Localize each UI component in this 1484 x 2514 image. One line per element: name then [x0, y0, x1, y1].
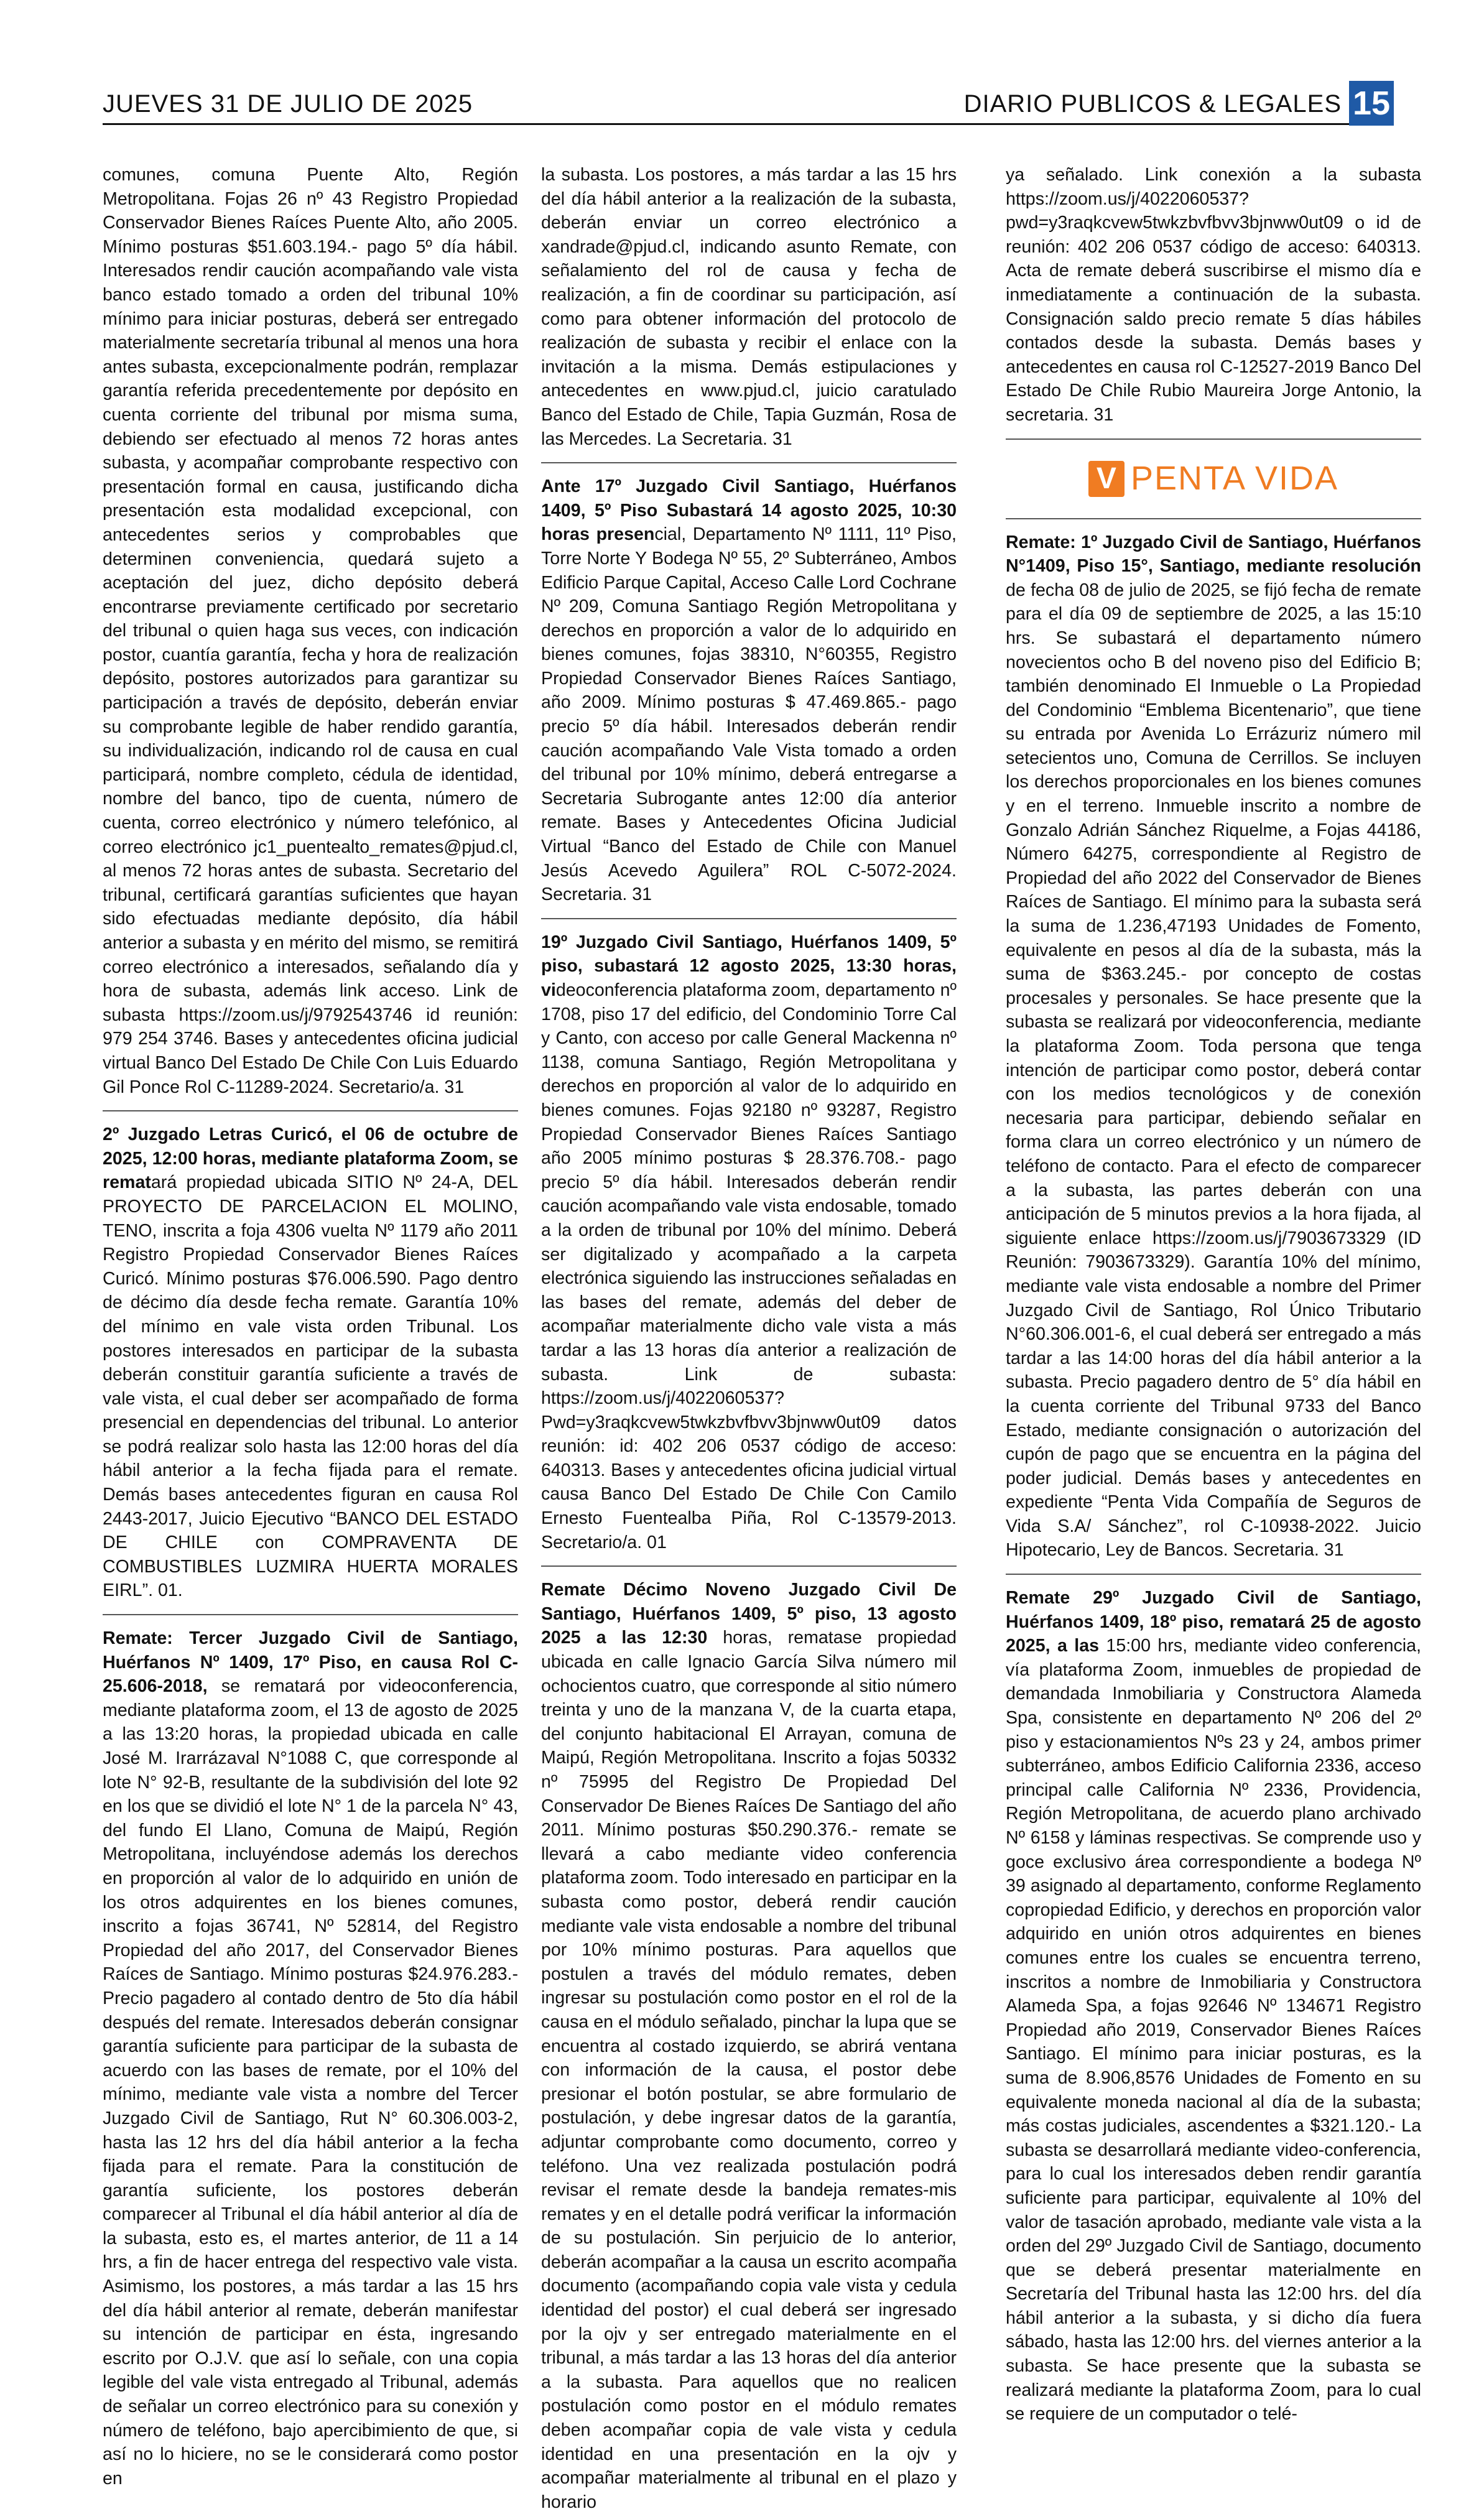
notice-paragraph: la subasta. Los postores, a más tardar a las 15 hrs del día hábil anterior a la realización de la subasta, deberán enviar un correo electrónico a xandrade@pjud.cl, indicando asunto Remate, con señalamiento del rol de causa y fecha de realización, a fin de coordinar su participación, así como para obtener información del protocolo de realización de subasta y recibir el enlace con la invitación a la misma. Demás estipulaciones y antecedentes en www.pjud.cl, juicio caratulado Banco del Estado de Chile, Tapia Guzmán, Rosa de las Mercedes. La Secretaria. 31 [541, 165, 957, 449]
notice-heading: Remate: 1º Juzgado Civil de Santiago, Huérfanos N°1409, Piso 15°, Santiago, mediante resolución [1006, 532, 1421, 577]
notice-divider [1006, 518, 1421, 519]
notice-heading: Remate: Tercer Juzgado Civil de Santiago, Huérfanos Nº 1409, 17º Piso, en causa Rol C-25.606-2018, [103, 1628, 518, 1697]
notice-paragraph: Remate: 1º Juzgado Civil de Santiago, Huérfanos N°1409, Piso 15°, Santiago, mediante resolución de fecha 08 de julio de 2025, se fijó fecha de remate para el día 09 de septiembre de 2025, a las 15:10 hrs. Se subastará el departamento número novecientos ocho B del noveno piso del Edificio B; también denominado El Inmueble o La Propiedad del Condominio “Emblema Bicentenario”, que tiene su entrada por Avenida Lo Errázuriz número mil setecientos uno, Comuna de Cerrillos. Se incluyen los derechos proporcionales en los bienes comunes y en el terreno. Inmueble inscrito a nombre de Gonzalo Adrián Sánchez Riquelme, a Fojas 44186, Número 64275, correspondiente al Registro de Propiedad del año 2022 del Conservador de Bienes Raíces de Santiago. El mínimo para la subasta será la suma de 1.236,47193 Unidades de Fomento, equivalente en pesos al día de la subasta, más la suma de $363.245.- por concepto de costas procesales y personales. Se hace presente que la subasta se realizará por videoconferencia, mediante la plataforma Zoom. Toda persona que tenga intención de participar como postor, deberá contar con los medios tecnológicos y de conexión necesaria para participar, debiendo señalar en forma clara un correo electrónico y un número de teléfono de contacto. Para el efecto de comparecer a la subasta, las partes deberán con una anticipación de 5 minutos previos a la hora fijada, al siguiente enlace https://zoom.us/j/7903673329 (ID Reunión: 7903673329). Garantía 10% del mínimo, mediante vale vista endosable a nombre del Primer Juzgado Civil de Santiago, Rol Único Tributario N°60.306.001-6, el cual deberá ser entregado a más tardar a las 14:00 horas del día hábil anterior a la subasta. Precio pagadero dentro de 5° día hábil en la cuenta corriente del Tribunal 9733 del Banco Estado, mediante consignación o autorización del cupón de pago que se encuentra en la página del poder judicial. Demás bases y antecedentes en expediente “Penta Vida Compañía de Seguros de Vida S.A/ Sánchez”, rol C-10938-2022. Juicio Hipotecario, Ley de Bancos. Secretaria. 31 [1006, 532, 1421, 1561]
column-3 [1006, 163, 1421, 2424]
column-2 [541, 163, 957, 2512]
notice-divider [1006, 438, 1421, 440]
notice-divider [541, 462, 957, 463]
notice-heading: Remate Décimo Noveno Juzgado Civil De Santiago, Huérfanos 1409, 5º piso, 13 agosto 2025 a las 12:30 [541, 1580, 957, 1648]
section-title: DIARIO PUBLICOS & LEGALES [963, 90, 1342, 118]
penta-vida-logo [1006, 451, 1421, 507]
notice-paragraph: Ante 17º Juzgado Civil Santiago, Huérfanos 1409, 5º Piso Subastará 14 agosto 2025, 10:30 horas presencial, Departamento Nº 1111, 11º Piso, Torre Norte Y Bodega Nº 55, 2º Subterráneo, Ambos Edificio Parque Capital, Acceso Calle Lord Cochrane Nº 209, Comuna Santiago Región Metropolitana y derechos en proporción a valor de lo adquirido en bienes comunes, fojas 38310, N°60355, Registro Propiedad Conservador Bienes Raíces Santiago, año 2009. Mínimo posturas $ 47.469.865.- pago precio 5º día hábil. Interesados deberán rendir caución acompañando Vale Vista tomado a orden del tribunal por 10% mínimo, deberá entregarse a Secretaria Subrogante antes 12:00 día anterior remate. Bases y Antecedentes Oficina Judicial Virtual “Banco del Estado de Chile con Manuel Jesús Acevedo Aguilera” ROL C-5072-2024. Secretaria. 31 [541, 476, 957, 905]
notice-paragraph: Remate Décimo Noveno Juzgado Civil De Santiago, Huérfanos 1409, 5º piso, 13 agosto 2025 a las 12:30 horas, rematase propiedad ubicada en calle Ignacio García Silva número mil ochocientos cuatro, que corresponde al sitio número treinta y uno de la manzana V, de la cuarta etapa, del conjunto habitacional El Arrayan, comuna de Maipú, Región Metropolitana. Inscrito a fojas 50332 nº 75995 del Registro De Propiedad Del Conservador De Bienes Raíces De Santiago del año 2011. Mínimo posturas $50.290.376.- remate se llevará a cabo mediante video conferencia plataforma zoom. Todo interesado en participar en la subasta como postor, deberá rendir caución mediante vale vista endosable a nombre del tribunal por 10% mínimo posturas. Para aquellos que postulen a través del módulo remates, deben ingresar su postulación como postor en el rol de la causa en el módulo señalado, pinchar la lupa que se encuentra al costado izquierdo, se abrirá ventana con información de la causa, el postor debe presionar el botón postular, se abre formulario de postulación, y debe ingresar datos de la garantía, adjuntar comprobante como documento, correo y teléfono. Una vez realizada postulación podrá revisar el remate desde la bandeja remates-mis remates y en el detalle podrá verificar la información de su postulación. Sin perjuicio de lo anterior, deberán acompañar a la causa un escrito acompaña documento (acompañando copia vale vista y cedula identidad del postor) el cual deberá ser ingresado por la ojv y ser entregado materialmente en el tribunal, a más tardar a las 13 horas del día anterior a la subasta. Para aquellos que no realicen postulación como postor en el módulo remates deben acompañar copia de vale vista y cedula identidad en una presentación en la ojv y acompañar materialmente al tribunal en el plazo y horario [541, 1580, 957, 2512]
page-header [103, 80, 1394, 125]
notice-divider [541, 1565, 957, 1567]
notice-paragraph: Remate 29º Juzgado Civil de Santiago, Huérfanos 1409, 18º piso, rematará 25 de agosto 2025, a las 15:00 hrs, mediante video conferencia, vía plataforma Zoom, inmuebles de propiedad de demandada Inmobiliaria y Constructora Alameda Spa, consistente en departamento Nº 206 del 2º piso y estacionamientos Nºs 23 y 24, ambos primer subterráneo, ambos Edificio California 2336, acceso principal calle California Nº 2336, Providencia, Región Metropolitana, de acuerdo plano archivado Nº 6158 y láminas respectivas. Se comprende uso y goce exclusivo área correspondiente a bodega Nº 39 asignado al departamento, conforme Reglamento copropiedad Edificio, y derechos en proporción valor adquirido en unión otros adquirentes en bienes comunes entre los cuales se encuentra terreno, inscritos a nombre de Inmobiliaria y Constructora Alameda Spa, a fojas 92646 Nº 134671 Registro Propiedad año 2019, Conservador Bienes Raíces Santiago. El mínimo para iniciar posturas, es la suma de 8.906,8576 Unidades de Fomento en su equivalente moneda nacional al día de la subasta; más costas judiciales, ascendentes a $321.120.- La subasta se desarrollará mediante video-conferencia, para lo cual los interesados deben rendir garantía suficiente para participar, equivalente al 10% del valor de tasación aprobado, mediante vale vista a la orden del 29º Juzgado Civil de Santiago, documento que se deberá presentar materialmente en Secretaría del Tribunal hasta las 12:00 hrs. del día hábil anterior a la subasta, y si dicho día fuera sábado, hasta las 12:00 hrs. del viernes anterior a la subasta. Se hace presente que la subasta se realizará mediante la plataforma Zoom, para lo cual se requiere de un computador o telé- [1006, 1588, 1421, 2424]
notice-divider [103, 1110, 518, 1111]
penta-vida-mark-icon: V [1088, 461, 1125, 497]
notice-heading: 2º Juzgado Letras Curicó, el 06 de octubre de 2025, 12:00 horas, mediante plataforma Zoom, se remat [103, 1125, 518, 1193]
notice-paragraph: 19º Juzgado Civil Santiago, Huérfanos 1409, 5º piso, subastará 12 agosto 2025, 13:30 horas, videoconferencia plataforma zoom, departamento nº 1708, piso 17 del edificio, del Condominio Torre Cal y Canto, con acceso por calle General Mackenna nº 1138, comuna Santiago, Región Metropolitana y derechos en proporción al valor de lo adquirido en bienes comunes. Fojas 92180 nº 93287, Registro Propiedad Conservador Bienes Raíces Santiago año 2005 mínimo posturas $ 28.376.708.- pago precio 5º día hábil. Interesados deberán rendir caución acompañando vale vista endosable, tomado a la orden de tribunal por 10% del mínimo. Deberá ser digitalizado y acompañado a la carpeta electrónica siguiendo las instrucciones señaladas en las bases del remate, además del deber de acompañar materialmente dicho vale vista a más tardar a las 13 horas día anterior a realización de subasta. Link de subasta: https://zoom.us/j/4022060537?Pwd=y3raqkcvew5twkzbvfbvv3bjnww0ut09 datos reunión: id: 402 206 0537 código de acceso: 640313. Bases y antecedentes oficina judicial virtual causa Banco Del Estado De Chile Con Camilo Ernesto Fuentealba Piña, Rol C-13579-2013. Secretario/a. 01 [541, 932, 957, 1552]
issue-date: JUEVES 31 DE JULIO DE 2025 [103, 90, 473, 118]
notice-paragraph: comunes, comuna Puente Alto, Región Metropolitana. Fojas 26 nº 43 Registro Propiedad Conservador Bienes Raíces Puente Alto, año 2005. Mínimo posturas $51.603.194.- pago 5º día hábil. Interesados rendir caución acompañando vale vista banco estado tomado a orden del tribunal 10% mínimo para iniciar posturas, deberá ser entregado materialmente secretaría tribunal al menos una hora antes subasta, excepcionalmente podrán, remplazar garantía referida precedentemente por depósito en cuenta corriente del tribunal por misma suma, debiendo ser efectuado al menos 72 horas antes subasta, y acompañar comprobante respectivo con presentación formal en causa, justificando dicha presentación esta modalidad excepcional, con antecedentes serios y comprobables que determinen conveniencia, quedará sujeto a aceptación del juez, dicho depósito deberá encontrarse previamente certificado por secretario del tribunal o quien haga sus veces, con indicación postor, cuantía garantía, fecha y hora de realización depósito, postores autorizados para garantizar su participación a través de depósito, deberán enviar su comprobante legible de haber rendido garantía, su individualización, indicando rol de causa en cual participará, nombre completo, cédula de identidad, nombre del banco, tipo de cuenta, número de cuenta, correo electrónico y número telefónico, al correo electrónico jc1_puentealto_remates@pjud.cl, al menos 72 horas antes de subasta. Secretario del tribunal, certificará garantías suficientes que hayan sido efectuadas mediante depósito, día hábil anterior a subasta y en mérito del mismo, se remitirá correo electrónico a interesados, señalando día y hora de subasta, además link acceso. Link de subasta https://zoom.us/j/9792543746 id reunión: 979 254 3746. Bases y antecedentes oficina judicial virtual Banco Del Estado De Chile Con Luis Eduardo Gil Ponce Rol C-11289-2024. Secretario/a. 31 [103, 165, 518, 1097]
notice-divider [103, 1614, 518, 1615]
column-1 [103, 163, 518, 2488]
notice-paragraph: 2º Juzgado Letras Curicó, el 06 de octubre de 2025, 12:00 horas, mediante plataforma Zoom, se rematará propiedad ubicada SITIO Nº 24-A, DEL PROYECTO DE PARCELACION EL MOLINO, TENO, inscrita a foja 4306 vuelta Nº 1179 año 2011 Registro Propiedad Conservador Bienes Raíces Curicó. Mínimo posturas $76.006.590. Pago dentro de décimo día desde fecha remate. Garantía 10% del mínimo en vale vista orden Tribunal. Los postores interesados en participar de la subasta deberán constituir garantía suficiente a través de vale vista, el cual deber ser acompañado de forma presencial en dependencias del tribunal. Lo anterior se podrá realizar solo hasta las 12:00 horas del día hábil anterior a la fecha fijada para el remate. Demás bases antecedentes figuran en causa Rol 2443-2017, Juicio Ejecutivo “BANCO DEL ESTADO DE CHILE con COMPRAVENTA DE COMBUSTIBLES LUZMIRA HUERTA MORALES EIRL”. 01. [103, 1125, 518, 1601]
page-number: 15 [1349, 81, 1394, 126]
notice-paragraph: Remate: Tercer Juzgado Civil de Santiago, Huérfanos Nº 1409, 17º Piso, en causa Rol C-25.606-2018, se rematará por videoconferencia, mediante plataforma zoom, el 13 de agosto de 2025 a las 13:20 horas, la propiedad ubicada en calle José M. Irarrázaval N°1088 C, que corresponde al lote N° 92-B, resultante de la subdivisión del lote 92 en los que se dividió el lote N° 1 de la parcela N° 43, del fundo El Llano, Comuna de Maipú, Región Metropolitana, incluyéndose además los derechos en proporción al valor de lo adquirido en unión de los otros adquirentes en los bienes comunes, inscrito a fojas 36741, Nº 52814, del Registro Propiedad del año 2017, del Conservador Bienes Raíces de Santiago. Mínimo posturas $24.976.283.- Precio pagadero al contado dentro de 5to día hábil después del remate. Interesados deberán consignar garantía suficiente para participar de la subasta de acuerdo con las bases de remate, por el 10% del mínimo, mediante vale vista a nombre del Tercer Juzgado Civil de Santiago, Rut N° 60.306.003-2, hasta las 12 hrs del día hábil anterior a la fecha fijada para el remate. Para la constitución de garantía suficiente, los postores deberán comparecer al Tribunal el día hábil anterior al día de la subasta, esto es, el martes anterior, de 11 a 14 hrs, a fin de hacer entrega del respectivo vale vista. Asimismo, los postores, a más tardar a las 15 hrs del día hábil anterior al remate, deberán manifestar su intención de participar en ésta, ingresando escrito por O.J.V. que así lo señale, con una copia legible del vale vista entregado al Tribunal, además de señalar un correo electrónico para su conexión y número de teléfono, bajo apercibimiento de que, si así no lo hiciere, no se le considerará como postor en [103, 1628, 518, 2488]
notice-divider [1006, 1574, 1421, 1575]
notice-paragraph: ya señalado. Link conexión a la subasta https://zoom.us/j/4022060537?pwd=y3raqkcvew5twkzbvfbvv3bjnww0ut09 o id de reunión: 402 206 0537 código de acceso: 640313. Acta de remate deberá suscribirse el mismo día e inmediatamente a continuación de la subasta. Consignación saldo precio remate 5 días hábiles contados desde la subasta. Demás bases y antecedentes en causa rol C-12527-2019 Banco Del Estado De Chile Rubio Maureira Jorge Antonio, la secretaria. 31 [1006, 165, 1421, 425]
penta-vida-wordmark: PENTA VIDA [1130, 460, 1339, 498]
notice-heading: Remate 29º Juzgado Civil de Santiago, Huérfanos 1409, 18º piso, rematará 25 de agosto 2025, a las [1006, 1588, 1421, 1656]
notice-heading: Ante 17º Juzgado Civil Santiago, Huérfanos 1409, 5º Piso Subastará 14 agosto 2025, 10:30 horas presen [541, 476, 957, 545]
notice-divider [541, 918, 957, 919]
notice-heading: 19º Juzgado Civil Santiago, Huérfanos 1409, 5º piso, subastará 12 agosto 2025, 13:30 horas, vi [541, 932, 957, 1000]
